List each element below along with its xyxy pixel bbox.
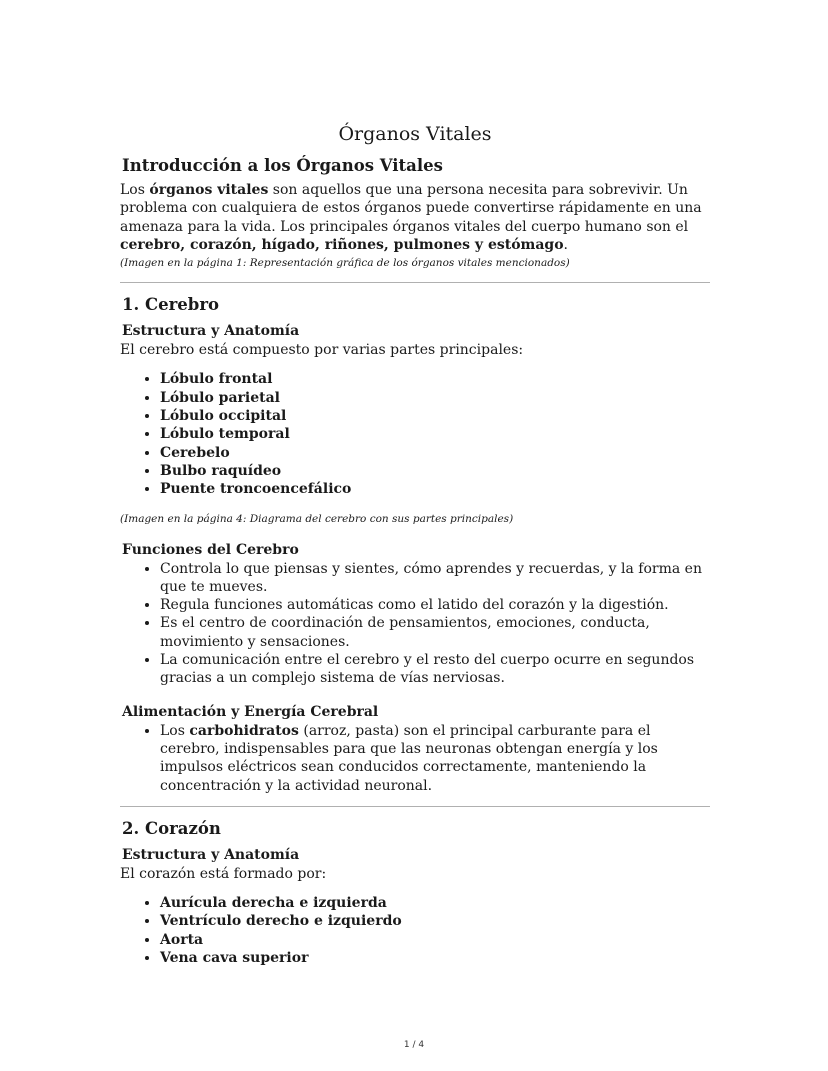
cerebro-estructura-text: El cerebro está compuesto por varias partes principales: [120, 342, 524, 359]
section-divider [120, 806, 710, 807]
cerebro-funciones-heading: Funciones del Cerebro [122, 541, 299, 558]
list-item: • Es el centro de coordinación de pensamientos, emociones, conducta, movimiento y sensaciones. [160, 614, 710, 651]
document-title: Órganos Vitales [338, 123, 492, 145]
list-item: • Aurícula derecha e izquierda [160, 894, 710, 912]
list-item: • Lóbulo frontal [160, 370, 710, 388]
list-item: • Puente troncoencefálico [160, 480, 710, 498]
list-item: • Cerebelo [160, 444, 710, 462]
cerebro-alimentacion-heading: Alimentación y Energía Cerebral [122, 703, 379, 720]
intro-image-caption: (Imagen en la página 1: Representación gráfica de los órganos vitales mencionados) [120, 257, 570, 270]
list-item: • Vena cava superior [160, 949, 710, 967]
list-item: • Lóbulo occipital [160, 407, 710, 425]
cerebro-alimentacion-list [120, 722, 710, 795]
corazon-estructura-text: El corazón está formado por: [120, 865, 327, 882]
intro-heading: Introducción a los Órganos Vitales [122, 156, 443, 175]
cerebro-estructura-heading: Estructura y Anatomía [122, 323, 300, 340]
cerebro-heading: 1. Cerebro [122, 295, 220, 315]
list-item: • Lóbulo parietal [160, 389, 710, 407]
section-divider [120, 282, 710, 283]
list-item: • Bulbo raquídeo [160, 462, 710, 480]
document-page [120, 120, 710, 967]
list-item: • La comunicación entre el cerebro y el resto del cuerpo ocurre en segundos gracias a un complejo sistema de vías nerviosas. [160, 651, 710, 688]
list-item: • Aorta [160, 931, 710, 949]
cerebro-image-caption: (Imagen en la página 4: Diagrama del cerebro con sus partes principales) [120, 512, 514, 525]
list-item: • Los carbohidratos (arroz, pasta) son el principal carburante para el cerebro, indispensables para que las neuronas obtengan energía y los impulsos eléctricos sean conducidos correctamente, manteniendo la concentración y la actividad neuronal. [160, 722, 710, 795]
corazon-estructura-heading: Estructura y Anatomía [122, 846, 300, 863]
list-item: • Lóbulo temporal [160, 425, 710, 443]
intro-paragraph: Los órganos vitales son aquellos que una persona necesita para sobrevivir. Un problema con cualquiera de estos órganos puede convertirse rápidamente en una amenaza para la vida. Los principales órganos vitales del cuerpo humano son el cerebro, corazón, hígado, riñones, pulmones y estómago. [120, 182, 702, 253]
corazon-partes-list [120, 894, 710, 967]
corazon-heading: 2. Corazón [122, 818, 221, 838]
cerebro-funciones-list [120, 560, 710, 688]
page-number-indicator: 1 / 4 [403, 1040, 425, 1050]
list-item: • Regula funciones automáticas como el latido del corazón y la digestión. [160, 596, 710, 614]
list-item: • Controla lo que piensas y sientes, cómo aprendes y recuerdas, y la forma en que te mueves. [160, 560, 710, 597]
list-item: • Ventrículo derecho e izquierdo [160, 912, 710, 930]
cerebro-partes-list [120, 370, 710, 498]
